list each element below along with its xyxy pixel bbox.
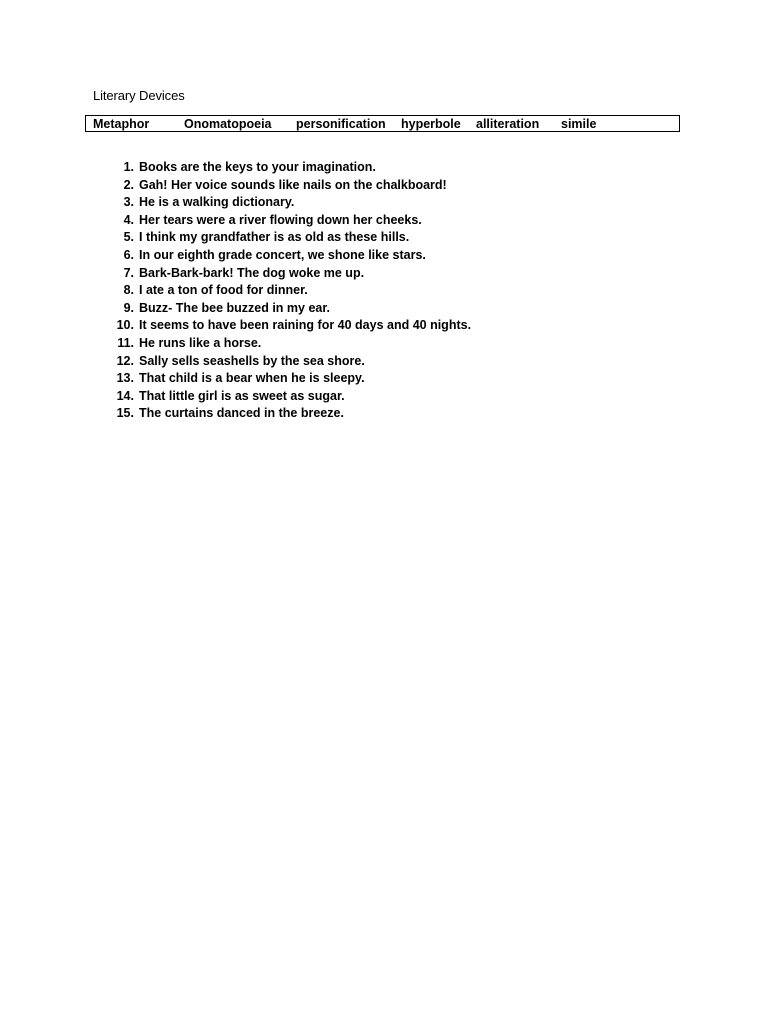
word-bank-item: personification [296,117,386,131]
question-number: 4. [123,212,134,227]
question-number: 11. [117,335,134,350]
question-text: It seems to have been raining for 40 days and 40 nights. [139,318,472,333]
question-number: 6. [123,247,134,262]
word-bank-box [85,115,680,132]
question-number: 3. [123,195,134,210]
question-number: 5. [123,230,134,245]
word-bank-item: Metaphor [93,117,150,131]
question-text: Gah! Her voice sounds like nails on the chalkboard! [139,177,447,192]
word-bank-item: Onomatopoeia [184,117,272,131]
question-text: Books are the keys to your imagination. [139,160,376,174]
word-bank-item: alliteration [476,117,540,131]
question-text: Bark-Bark-bark! The dog woke me up. [139,265,365,280]
question-text: Her tears were a river flowing down her cheeks. [139,212,422,227]
question-number: 9. [123,300,134,315]
question-text: That child is a bear when he is sleepy. [139,371,365,386]
question-text: In our eighth grade concert, we shone like stars. [139,247,426,262]
question-number: 7. [123,265,134,280]
question-number: 8. [123,283,134,298]
word-bank-item: simile [561,117,597,131]
question-text: He runs like a horse. [139,335,262,350]
question-text: I think my grandfather is as old as these hills. [139,230,410,245]
word-bank-item: hyperbole [401,117,461,131]
page-title: Literary Devices [93,88,185,103]
question-number: 1. [123,160,134,174]
question-text: Sally sells seashells by the sea shore. [139,353,365,368]
question-text: I ate a ton of food for dinner. [139,283,308,298]
question-number: 12. [116,353,134,368]
question-number: 2. [123,177,134,192]
question-text: That little girl is as sweet as sugar. [139,388,345,403]
question-text: He is a walking dictionary. [139,195,295,210]
question-number: 15. [116,406,134,421]
question-number: 10. [116,318,134,333]
question-number: 14. [116,388,134,403]
question-text: Buzz- The bee buzzed in my ear. [139,300,331,315]
question-text: The curtains danced in the breeze. [139,406,344,421]
question-number: 13. [116,371,134,386]
